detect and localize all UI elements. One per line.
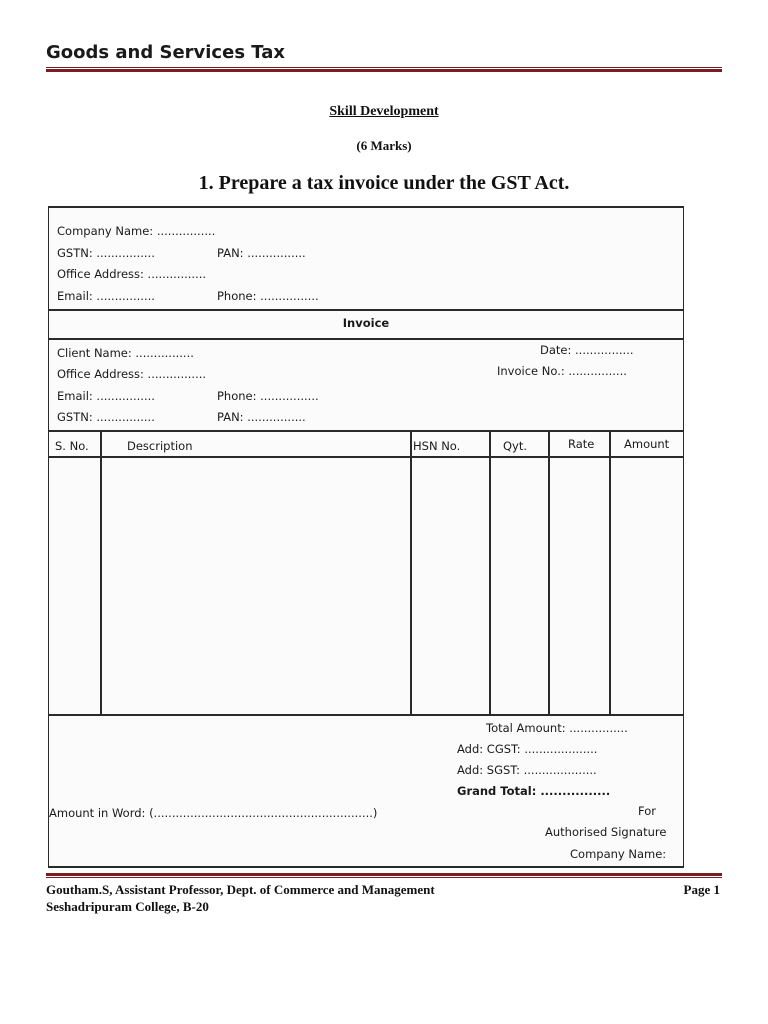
column-divider-1 [100, 430, 102, 716]
header-rule-thin [46, 67, 722, 68]
sgst-field: Add: SGST: .................... [457, 763, 597, 777]
column-divider-2 [410, 430, 412, 716]
question-text: 1. Prepare a tax invoice under the GST Act. [198, 172, 570, 194]
client-address-field: Office Address: ................ [57, 367, 207, 381]
column-header-sno: S. No. [55, 439, 89, 453]
table-header-divider [49, 456, 683, 458]
form-bottom-border [49, 866, 683, 868]
header-rule-thick [46, 69, 722, 72]
client-gstn-field: GSTN: ................ [57, 410, 155, 424]
marks-label: (6 Marks) [356, 138, 412, 153]
company-email-field: Email: ................ [57, 289, 155, 303]
column-header-amount: Amount [624, 437, 670, 451]
column-header-description: Description [127, 439, 193, 453]
company-gstn-field: GSTN: ................ [57, 246, 155, 260]
company-pan-field: PAN: ................ [217, 246, 306, 260]
footer-rule-thick [46, 873, 722, 876]
cgst-field: Add: CGST: .................... [457, 742, 598, 756]
footer-college: Seshadripuram College, B-20 [46, 899, 209, 914]
company-phone-field: Phone: ................ [217, 289, 319, 303]
authorised-signature-label: Authorised Signature [545, 825, 667, 839]
amount-in-words-field: Amount in Word: (............................................................) [49, 806, 378, 820]
column-divider-4 [548, 430, 550, 716]
invoice-title-divider [49, 338, 683, 340]
client-name-field: Client Name: ................ [57, 346, 194, 360]
table-top-border [49, 430, 683, 432]
invoice-form [48, 206, 684, 868]
grand-total-field: Grand Total: ................ [457, 784, 611, 798]
invoice-title: Invoice [342, 316, 390, 330]
client-pan-field: PAN: ................ [217, 410, 306, 424]
column-header-hsn: HSN No. [413, 439, 461, 453]
company-divider [49, 309, 683, 311]
signature-company-name-label: Company Name: [570, 847, 667, 861]
column-header-qty: Qyt. [503, 439, 528, 453]
document-header-title: Goods and Services Tax [46, 42, 286, 63]
signature-for-label: For [638, 804, 656, 818]
column-divider-3 [489, 430, 491, 716]
footer-rule-thin [46, 877, 722, 878]
client-phone-field: Phone: ................ [217, 389, 319, 403]
total-amount-field: Total Amount: ................ [486, 721, 628, 735]
client-email-field: Email: ................ [57, 389, 155, 403]
invoice-date-field: Date: ................ [540, 343, 634, 357]
company-address-field: Office Address: ................ [57, 267, 207, 281]
section-heading: Skill Development [329, 104, 439, 119]
column-divider-5 [609, 430, 611, 716]
footer-author: Goutham.S, Assistant Professor, Dept. of Commerce and Management [46, 882, 435, 897]
invoice-number-field: Invoice No.: ................ [497, 364, 627, 378]
company-name-field: Company Name: ................ [57, 224, 216, 238]
form-top-border [49, 206, 683, 208]
footer-page-number: Page 1 [683, 882, 720, 897]
column-header-rate: Rate [568, 437, 595, 451]
table-bottom-border [49, 714, 683, 716]
